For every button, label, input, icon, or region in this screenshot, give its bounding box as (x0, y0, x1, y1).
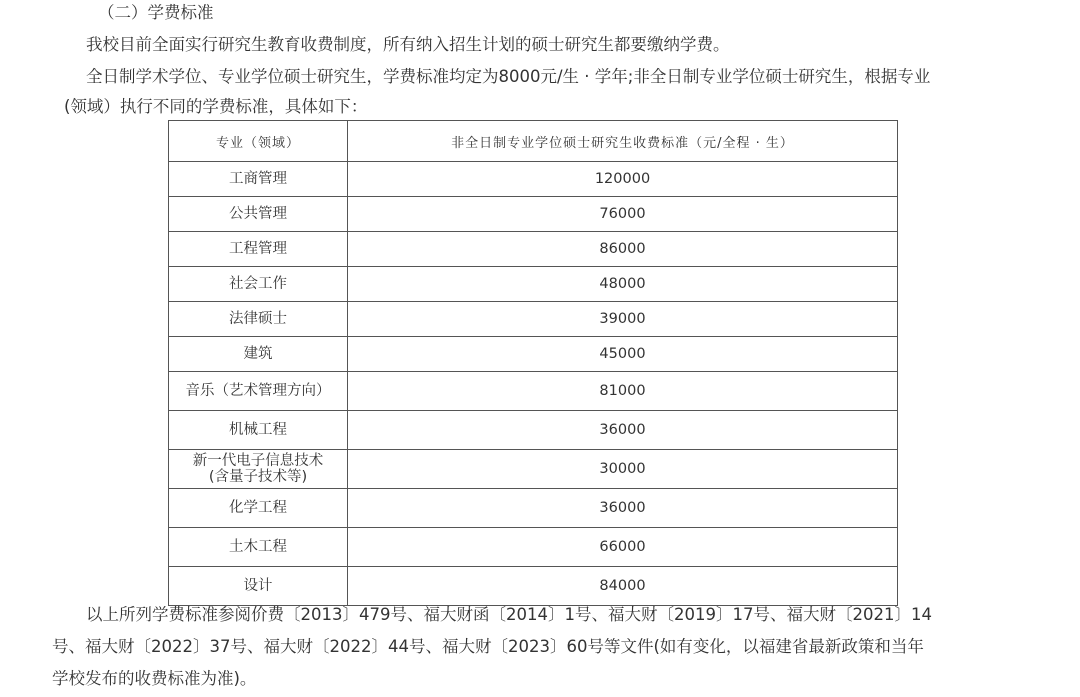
fee-cell: 36000 (348, 411, 898, 450)
major-cell: 社会工作 (169, 267, 348, 302)
major-cell: 建筑 (169, 337, 348, 372)
basis-paragraph-line-1: 以上所列学费标准参阅价费〔2013〕479号、福大财函〔2014〕1号、福大财〔2019〕17号、福大财〔2021〕14 (86, 605, 932, 624)
major-cell: 工程管理 (169, 232, 348, 267)
fee-standard-paragraph-line-2: (领域）执行不同的学费标准，具体如下： (64, 97, 368, 116)
table-row (169, 372, 898, 411)
fee-cell: 30000 (348, 450, 898, 489)
fee-table (168, 120, 898, 606)
table-row (169, 411, 898, 450)
fee-cell: 81000 (348, 372, 898, 411)
fee-cell: 120000 (348, 162, 898, 197)
table-row (169, 489, 898, 528)
fee-cell: 86000 (348, 232, 898, 267)
fee-cell: 76000 (348, 197, 898, 232)
table-row (169, 337, 898, 372)
major-cell: 法律硕士 (169, 302, 348, 337)
fee-cell: 48000 (348, 267, 898, 302)
table-row (169, 302, 898, 337)
table-row (169, 567, 898, 606)
major-cell: 设计 (169, 567, 348, 606)
table-row (169, 528, 898, 567)
fee-standard-paragraph-line-1: 全日制学术学位、专业学位硕士研究生，学费标准均定为8000元/生 · 学年;非全日制专业学位硕士研究生，根据专业 (86, 67, 931, 86)
major-cell: 公共管理 (169, 197, 348, 232)
major-cell: 音乐（艺术管理方向） (169, 372, 348, 411)
basis-paragraph-line-3: 学校发布的收费标准为准)。 (52, 669, 257, 688)
fee-cell: 45000 (348, 337, 898, 372)
major-cell: 机械工程 (169, 411, 348, 450)
major-cell: 化学工程 (169, 489, 348, 528)
table-header-row (169, 121, 898, 162)
fee-cell: 39000 (348, 302, 898, 337)
major-cell-line-1: 新一代电子信息技术 (192, 453, 324, 469)
fee-cell: 66000 (348, 528, 898, 567)
major-cell: 土木工程 (169, 528, 348, 567)
table-row (169, 267, 898, 302)
basis-paragraph-line-2: 号、福大财〔2022〕37号、福大财〔2022〕44号、福大财〔2023〕60号等文件(如有变化，以福建省最新政策和当年 (52, 637, 924, 656)
intro-paragraph: 我校目前全面实行研究生教育收费制度，所有纳入招生计划的硕士研究生都要缴纳学费。 (86, 35, 730, 54)
major-cell-line-2: (含量子技术等) (208, 469, 308, 485)
header-major: 专业（领域） (169, 121, 348, 162)
table-row (169, 162, 898, 197)
table-row (169, 232, 898, 267)
table-row (169, 197, 898, 232)
major-cell (169, 450, 348, 489)
table-row (169, 450, 898, 489)
section-heading: （二）学费标准 (98, 3, 214, 22)
header-fee: 非全日制专业学位硕士研究生收费标准（元/全程 · 生） (348, 121, 898, 162)
major-cell: 工商管理 (169, 162, 348, 197)
fee-cell: 84000 (348, 567, 898, 606)
fee-cell: 36000 (348, 489, 898, 528)
